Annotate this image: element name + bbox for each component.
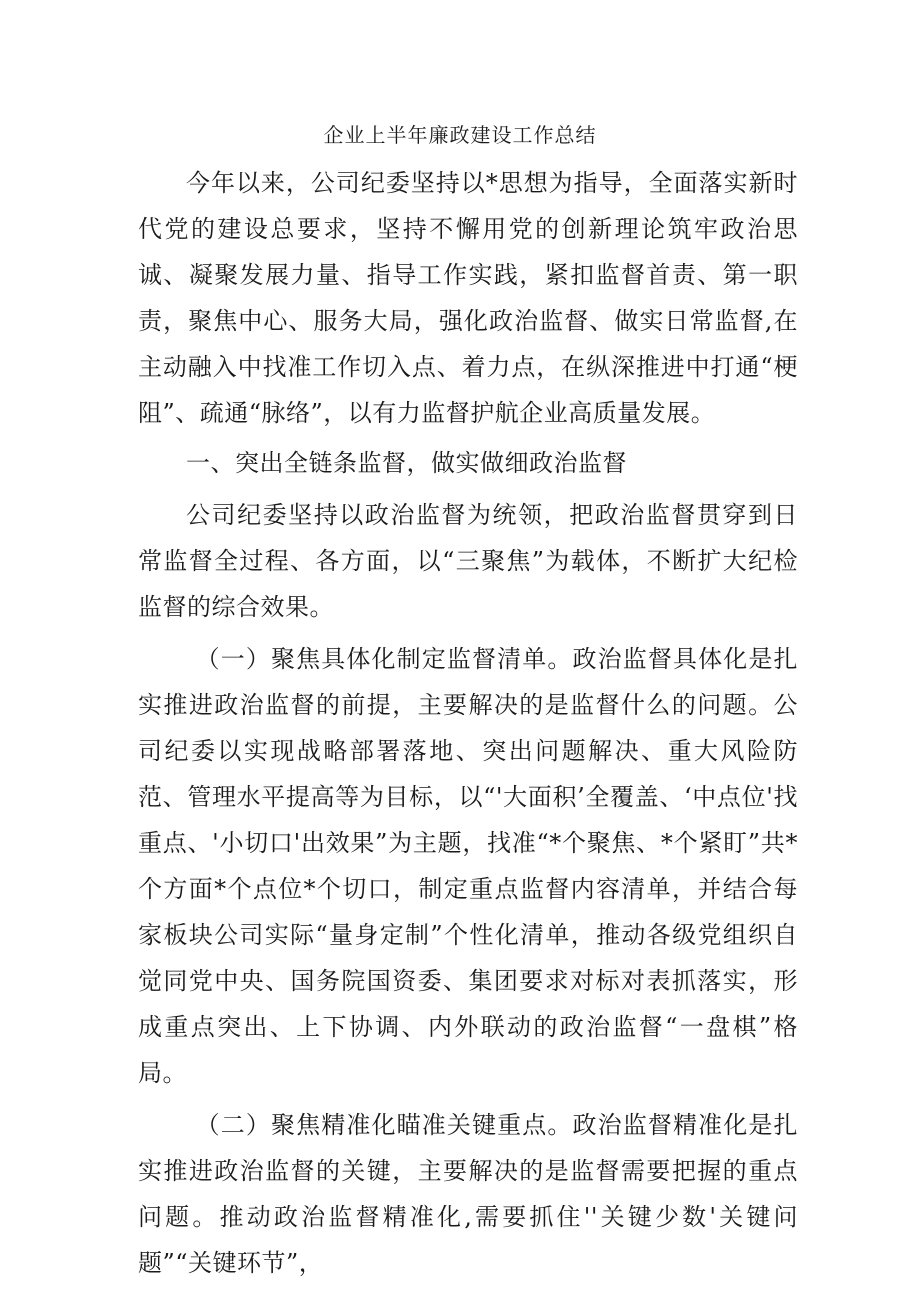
intro-paragraph: 今年以来，公司纪委坚持以*思想为指导，全面落实新时代党的建设总要求，坚持不懈用党的创新理论筑牢政治思诚、凝聚发展力量、指导工作实践，紧扣监督首责、第一职责，聚焦中心、服务大局，强化政治监督、做实日常监督,在主动融入中找准工作切入点、着力点，在纵深推进中打通“梗阻”、疏通“脉络”，以有力监督护航企业高质量发展。: [138, 169, 798, 427]
section-intro-paragraph: 公司纪委坚持以政治监督为统领，把政治监督贯穿到日常监督全过程、各方面，以“三聚焦”为载体，不断扩大纪检监督的综合效果。: [138, 501, 798, 621]
section-heading: 一、突出全链条监督，做实做细政治监督: [186, 449, 627, 477]
document-body: [138, 160, 798, 1286]
subsection-2-paragraph: （二）聚焦精准化瞄准关键重点。政治监督精准化是扎实推进政治监督的关键，主要解决的是监督需要把握的重点问题。推动政治监督精准化,需要抓住''关键少数'关键问题”“关键环节”，: [138, 1111, 798, 1277]
document-title: 企业上半年廉政建设工作总结: [323, 123, 597, 147]
subsection-1-paragraph: （一）聚焦具体化制定监督清单。政治监督具体化是扎实推进政治监督的前提，主要解决的是监督什么的问题。公司纪委以实现战略部署落地、突出问题解决、重大风险防范、管理水平提高等为目标，以“'大面积’全覆盖、‘中点位'找重点、'小切口'出效果”为主题，找准“*个聚焦、*个紧盯”共*个方面*个点位*个切口，制定重点监督内容清单，并结合每家板块公司实际“量身定制”个性化清单，推动各级党组织自觉同党中央、国务院国资委、集团要求对标对表抓落实，形成重点突出、上下协调、内外联动的政治监督“一盘棋”格局。: [138, 645, 798, 1087]
